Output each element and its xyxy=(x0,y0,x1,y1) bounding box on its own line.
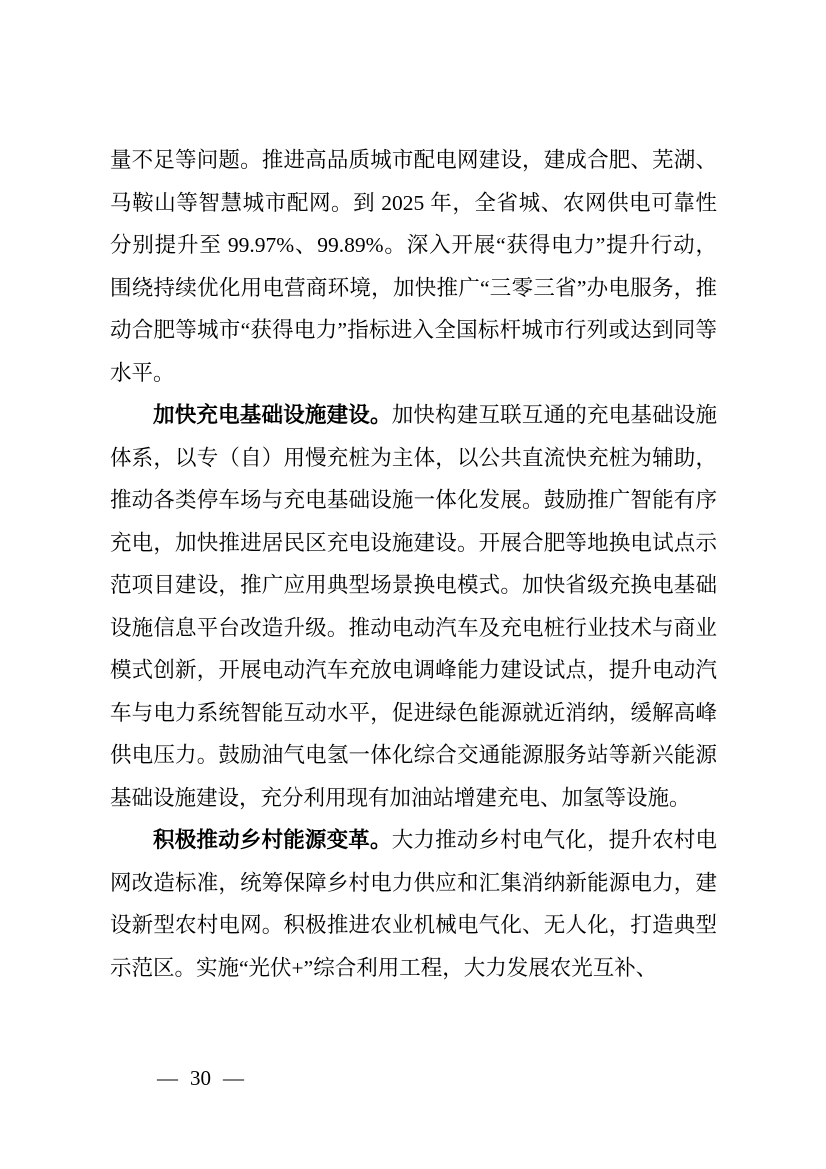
page-footer xyxy=(124,1036,256,1120)
paragraph-text: 大力推动乡村电气化，提升农村电网改造标准，统筹保障乡村电力供应和汇集消纳新能源电力，建设新型农村电网。积极推进农业机械电气化、无人化，打造典型示范区。实施“光伏+”综合利用工程，大力发展农光互补、 xyxy=(110,828,717,980)
paragraph-text: 加快构建互联互通的充电基础设施体系，以专（自）用慢充桩为主体，以公共直流快充桩为辅助，推动各类停车场与充电基础设施一体化发展。鼓励推广智能有序充电，加快推进居民区充电设施建设。开展合肥等地换电试点示范项目建设，推广应用典型场景换电模式。加快省级充换电基础设施信息平台改造升级。推动电动汽车及充电桩行业技术与商业模式创新，开展电动汽车充放电调峰能力建设试点，提升电动汽车与电力系统智能互动水平，促进绿色能源就近消纳，缓解高峰供电压力。鼓励油气电氢一体化综合交通能源服务站等新兴能源基础设施建设，充分利用现有加油站增建充电、加氢等设施。 xyxy=(110,403,717,810)
paragraph-text: 量不足等问题。推进高品质城市配电网建设，建成合肥、芜湖、马鞍山等智慧城市配网。到 2025 年，全省城、农网供电可靠性分别提升至 99.97%、99.89%。深入开展“获得电力”提升行动，围绕持续优化用电营商环境，加快推广“三零三省”办电服务，推动合肥等城市“获得电力”指标进入全国标杆城市行列或达到同等水平。 xyxy=(110,148,717,385)
page-number: 30 xyxy=(190,1066,211,1090)
footer-dash-left: — xyxy=(157,1066,178,1090)
paragraph-rural-energy xyxy=(110,819,717,989)
paragraph-bold-lead: 加快充电基础设施建设。 xyxy=(153,403,392,427)
paragraph-charging-infrastructure xyxy=(110,394,717,819)
paragraph-bold-lead: 积极推动乡村能源变革。 xyxy=(153,828,392,852)
footer-dash-right: — xyxy=(223,1066,244,1090)
paragraph-grid-reliability xyxy=(110,139,717,394)
document-body xyxy=(110,139,717,989)
